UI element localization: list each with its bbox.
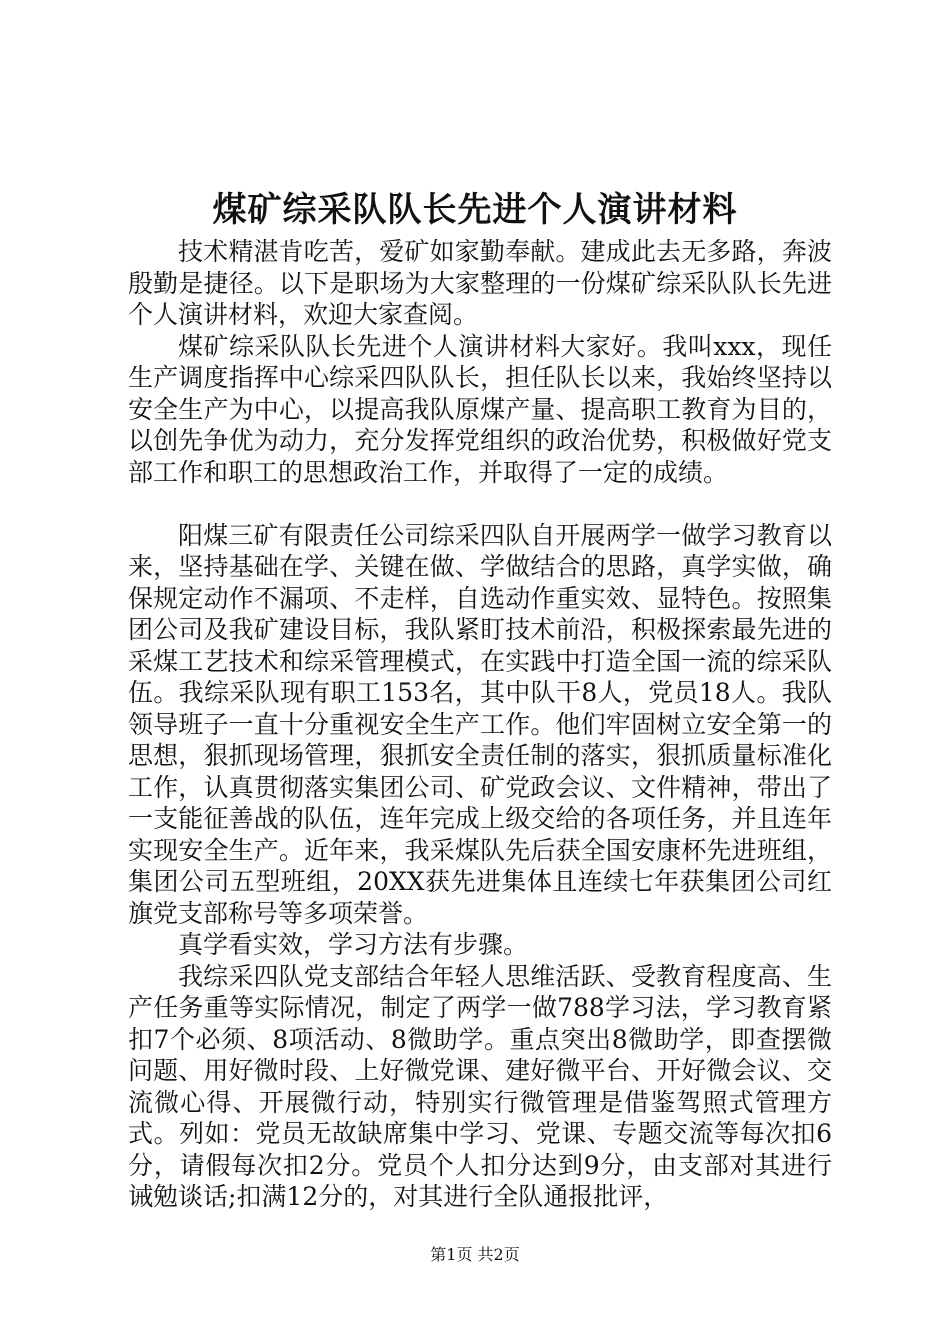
paragraph-study-method: 我综采四队党支部结合年轻人思维活跃、受教育程度高、生产任务重等实际情况，制定了两学一做788学习法，学习教育紧扣7个必须、8项活动、8微助学。重点突出8微助学，即查摆微问题、用好微时段、上好微党课、建好微平台、开好微会议、交流微心得、开展微行动，特别实行微管理是借鉴驾照式管理方式。列如：党员无故缺席集中学习、党课、专题交流等每次扣6分，请假每次扣2分。党员个人扣分达到9分，由支部对其进行诫勉谈话;扣满12分的，对其进行全队通报批评， bbox=[128, 961, 832, 1211]
document-title: 煤矿综采队队长先进个人演讲材料 bbox=[212, 190, 738, 230]
paragraph-intro: 技术精湛肯吃苦，爱矿如家勤奉献。建成此去无多路，奔波殷勤是捷径。以下是职场为大家整理的一份煤矿综采队队长先进个人演讲材料，欢迎大家查阅。 bbox=[128, 237, 832, 329]
document-body bbox=[128, 236, 832, 1213]
paragraph-team-overview: 阳煤三矿有限责任公司综采四队自开展两学一做学习教育以来，坚持基础在学、关键在做、学做结合的思路，真学实做，确保规定动作不漏项、不走样，自选动作重实效、显特色。按照集团公司及我矿建设目标，我队紧盯技术前沿，积极探索最先进的采煤工艺技术和综采管理模式，在实践中打造全国一流的综采队伍。我综采队现有职工153名，其中队干8人，党员18人。我队领导班子一直十分重视安全生产工作。他们牢固树立安全第一的思想，狠抓现场管理，狠抓安全责任制的落实，狠抓质量标准化工作，认真贯彻落实集团公司、矿党政会议、文件精神，带出了一支能征善战的队伍，连年完成上级交给的各项任务，并且连年实现安全生产。近年来，我采煤队先后获全国安康杯先进班组，集团公司五型班组，20XX获先进集体且连续七年获集团公司红旗党支部称号等多项荣誉。 bbox=[128, 520, 832, 928]
paragraph-self-introduction: 煤矿综采队队长先进个人演讲材料大家好。我叫xxx，现任生产调度指挥中心综采四队队长，担任队长以来，我始终坚持以安全生产为中心，以提高我队原煤产量、提高职工教育为目的，以创先争优为动力，充分发挥党组织的政治优势，积极做好党支部工作和职工的思想政治工作，并取得了一定的成绩。 bbox=[128, 331, 832, 487]
page-footer: 第1页 共2页 bbox=[430, 1245, 520, 1264]
paragraph-section-heading: 真学看实效，学习方法有步骤。 bbox=[178, 930, 529, 959]
paragraph-gap bbox=[128, 488, 832, 520]
